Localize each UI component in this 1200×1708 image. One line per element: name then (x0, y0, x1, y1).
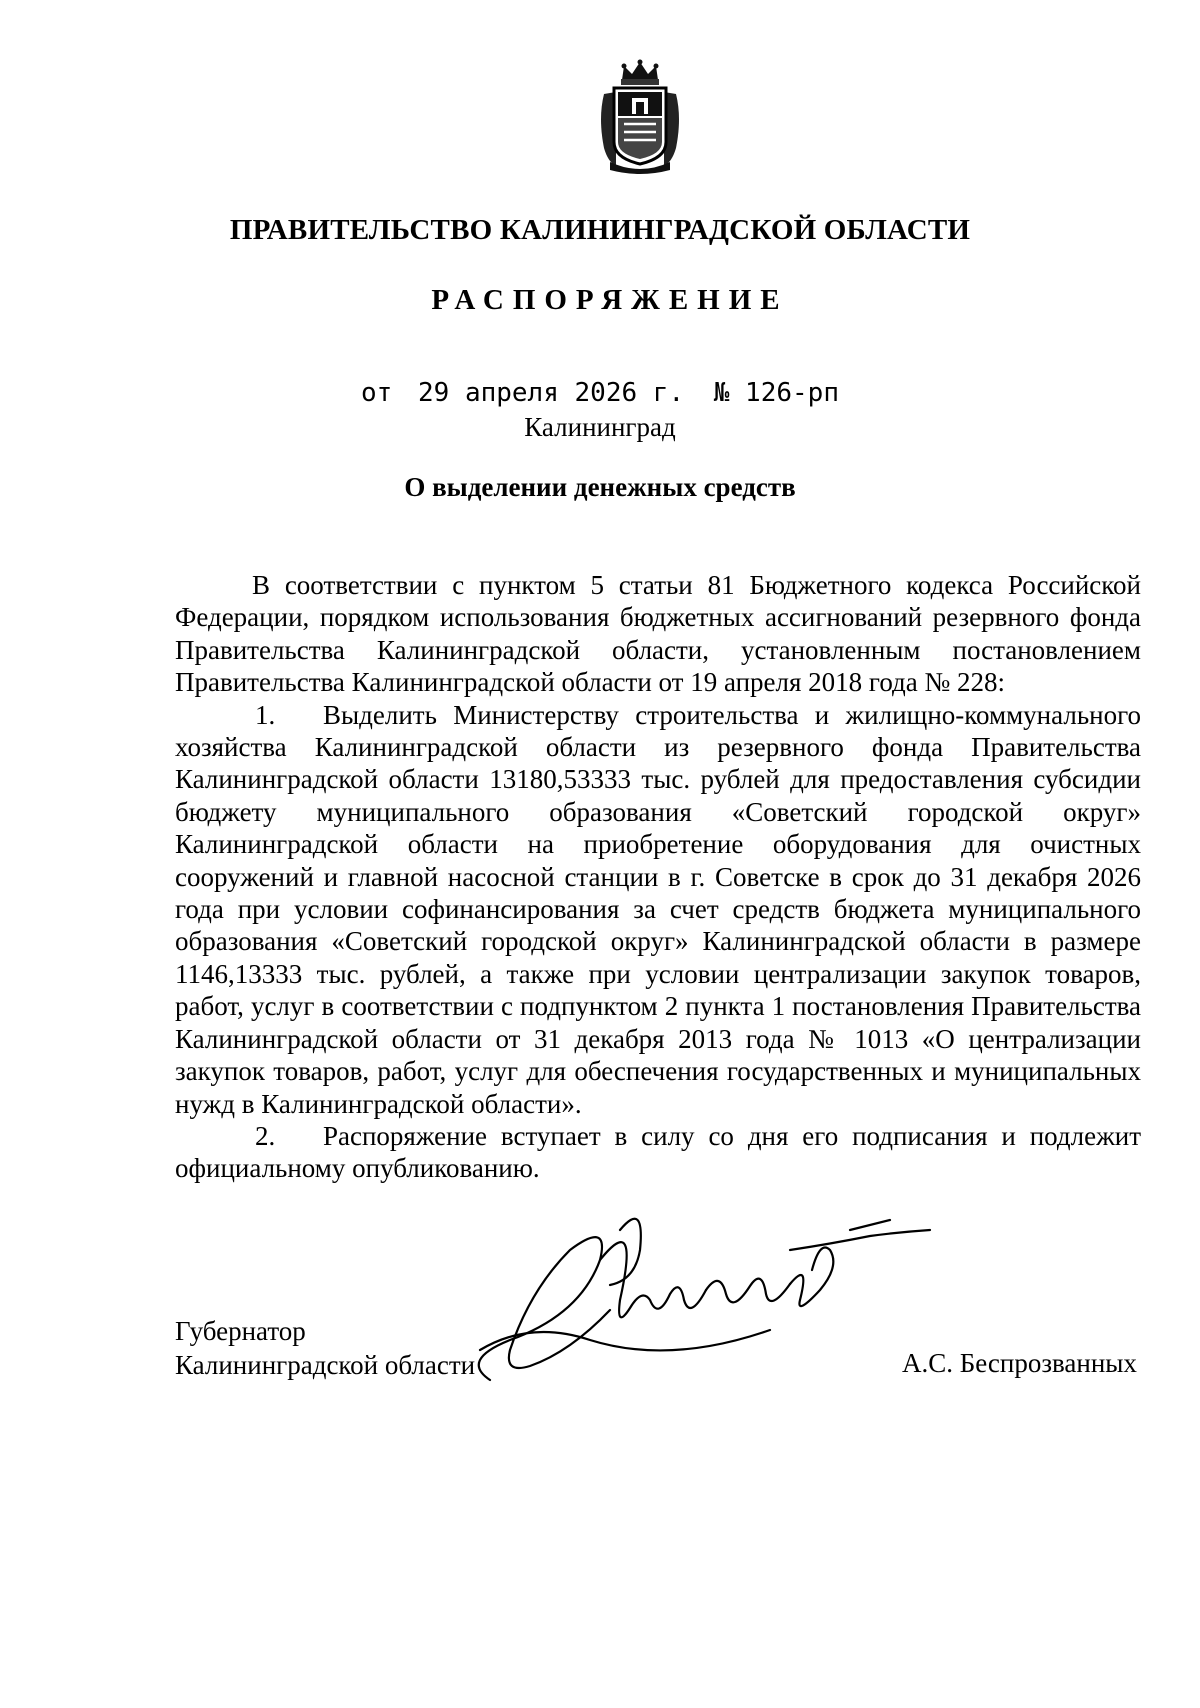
document-date-line (0, 378, 1200, 408)
city: Калининград (524, 412, 676, 442)
list-item (175, 1120, 1141, 1185)
date-prefix: от (361, 378, 393, 408)
list-item (175, 699, 1141, 1120)
preamble-paragraph: В соответствии с пунктом 5 статьи 81 Бюджетного кодекса Российской Федерации, порядком использования бюджетных ассигнований резервного фонда Правительства Калининградской области, установленным постановлением Правительства Калининградской области от 19 апреля 2018 года № 228: (175, 570, 1141, 698)
document-body (175, 569, 1141, 1185)
document-type: РАСПОРЯЖЕНИЕ (431, 284, 789, 316)
signatory-position (175, 1314, 475, 1382)
organization-title: ПРАВИТЕЛЬСТВО КАЛИНИНГРАДСКОЙ ОБЛАСТИ (229, 214, 971, 246)
signatory-region: Калининградской области (175, 1350, 476, 1380)
document-date: 29 апреля 2026 г. (417, 378, 685, 408)
signatory-name: А.С. Беспрозванных (902, 1348, 1137, 1378)
handwritten-signature (470, 1190, 940, 1390)
item-text: Выделить Министерству строительства и жилищно-коммунального хозяйства Калининградской области из резервного фонда Правительства Калининградской области 13180,53333 тыс. рублей для предоставления субсидии бюджету муниципального образования «Советский городской округ» Калининградской области на приобретение оборудования для очистных сооружений и главной насосной станции в г. Советске в срок до 31 декабря 2026 года при условии софинансирования за счет средств бюджета муниципального образования «Советский городской округ» Калининградской области в размере 1146,13333 тыс. рублей, а также при условии централизации закупок товаров, работ, услуг в соответствии с подпунктом 2 пункта 1 постановления Правительства Калининградской области от 31 декабря 2013 года № 1013 «О централизации закупок товаров, работ, услуг для обеспечения государственных и муниципальных нужд в Калининградской области». (175, 699, 1141, 1119)
document-subject: О выделении денежных средств (404, 472, 796, 502)
signatory-title: Губернатор (175, 1316, 306, 1346)
coat-of-arms-emblem (594, 58, 686, 176)
document-number: № 126-рп (713, 378, 839, 408)
item-number: 2. (255, 1120, 276, 1151)
item-text: Распоряжение вступает в силу со дня его подписания и подлежит официальному опубликованию. (175, 1120, 1141, 1184)
item-number: 1. (255, 699, 276, 730)
